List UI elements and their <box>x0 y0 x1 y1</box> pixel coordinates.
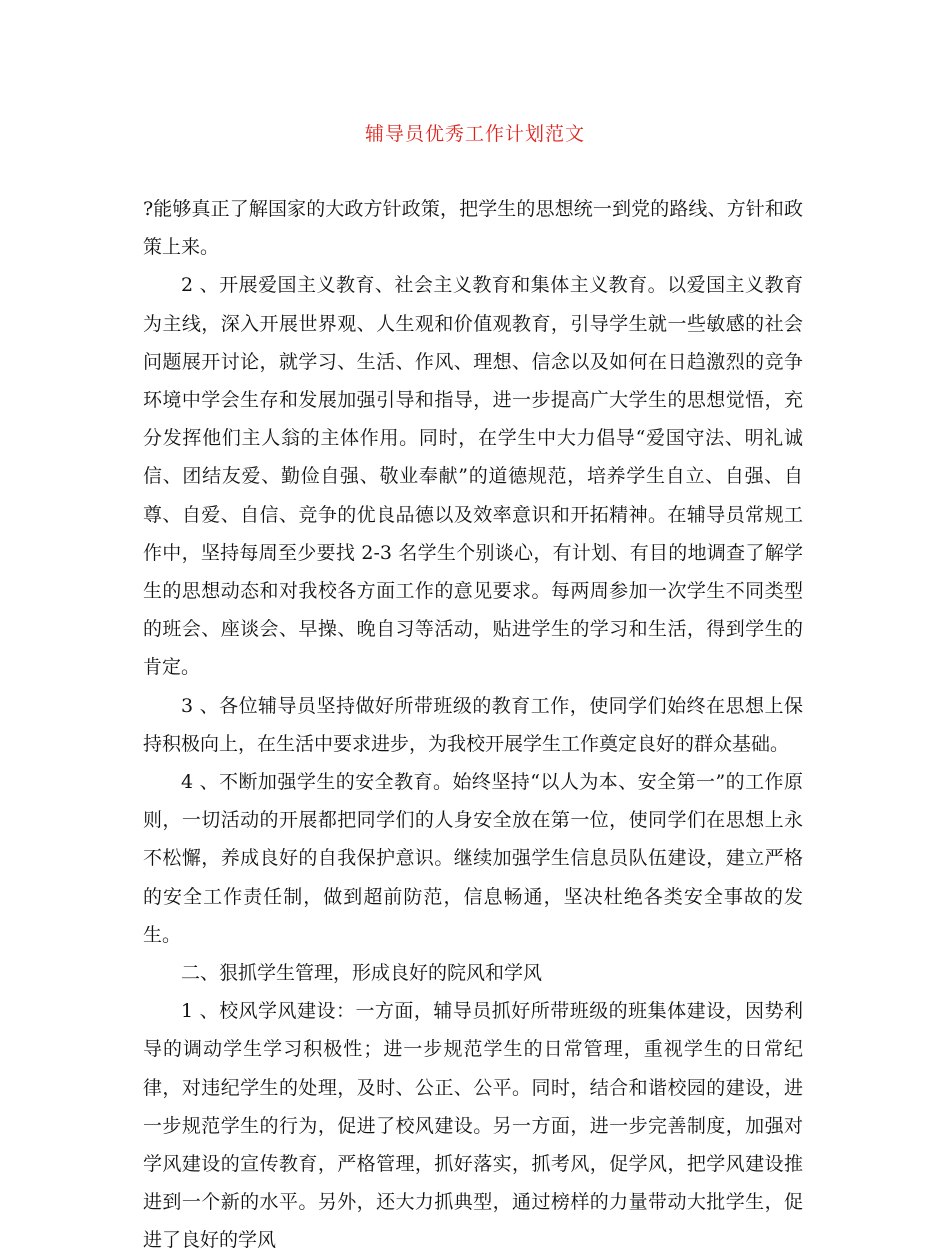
document-title: 辅导员优秀工作计划范文 <box>364 123 585 145</box>
section-heading-2: 二、狠抓学生管理，形成良好的院风和学风 <box>181 962 543 985</box>
document-body <box>143 190 803 1260</box>
paragraph-item-3: 3 、各位辅导员坚持做好所带班级的教育工作，使同学们始终在思想上保持积极向上，在生活中要求进步，为我校开展学生工作奠定良好的群众基础。 <box>143 694 803 755</box>
paragraph-item-4: 4 、不断加强学生的安全教育。始终坚持“以人为本、安全第一”的工作原则，一切活动的开展都把同学们的人身安全放在第一位，使同学们在思想上永不松懈，养成良好的自我保护意识。继续加强学生信息员队伍建设，建立严格的安全工作责任制，做到超前防范，信息畅通，坚决杜绝各类安全事故的发生。 <box>143 771 803 946</box>
paragraph-continuation: ?能够真正了解国家的大政方针政策，把学生的思想统一到党的路线、方针和政策上来。 <box>143 198 803 259</box>
paragraph-item-2: 2 、开展爱国主义教育、社会主义教育和集体主义教育。以爱国主义教育为主线，深入开展世界观、人生观和价值观教育，引导学生就一些敏感的社会问题展开讨论，就学习、生活、作风、理想、信念以及如何在日趋激烈的竞争环境中学会生存和发展加强引导和指导，进一步提高广大学生的思想觉悟，充分发挥他们主人翁的主体作用。同时，在学生中大力倡导“爱国守法、明礼诚信、团结友爱、勤俭自强、敬业奉献”的道德规范，培养学生自立、自强、自尊、自爱、自信、竞争的优良品德以及效率意识和开拓精神。在辅导员常规工作中，坚持每周至少要找 2-3 名学生个别谈心，有计划、有目的地调查了解学生的思想动态和对我校各方面工作的意见要求。每两周参加一次学生不同类型的班会、座谈会、早操、晚自习等活动，贴进学生的学习和生活，得到学生的肯定。 <box>143 274 803 679</box>
paragraph-section2-item-1: 1 、校风学风建设：一方面，辅导员抓好所带班级的班集体建设，因势利导的调动学生学习积极性；进一步规范学生的日常管理，重视学生的日常纪律，对违纪学生的处理，及时、公正、公平。同时，结合和谐校园的建设，进一步规范学生的行为，促进了校风建设。另一方面，进一步完善制度，加强对学风建设的宣传教育，严格管理，抓好落实，抓考风，促学风，把学风建设推进到一个新的水平。另外，还大力抓典型，通过榜样的力量带动大批学生，促进了良好的学风 <box>143 1000 803 1252</box>
